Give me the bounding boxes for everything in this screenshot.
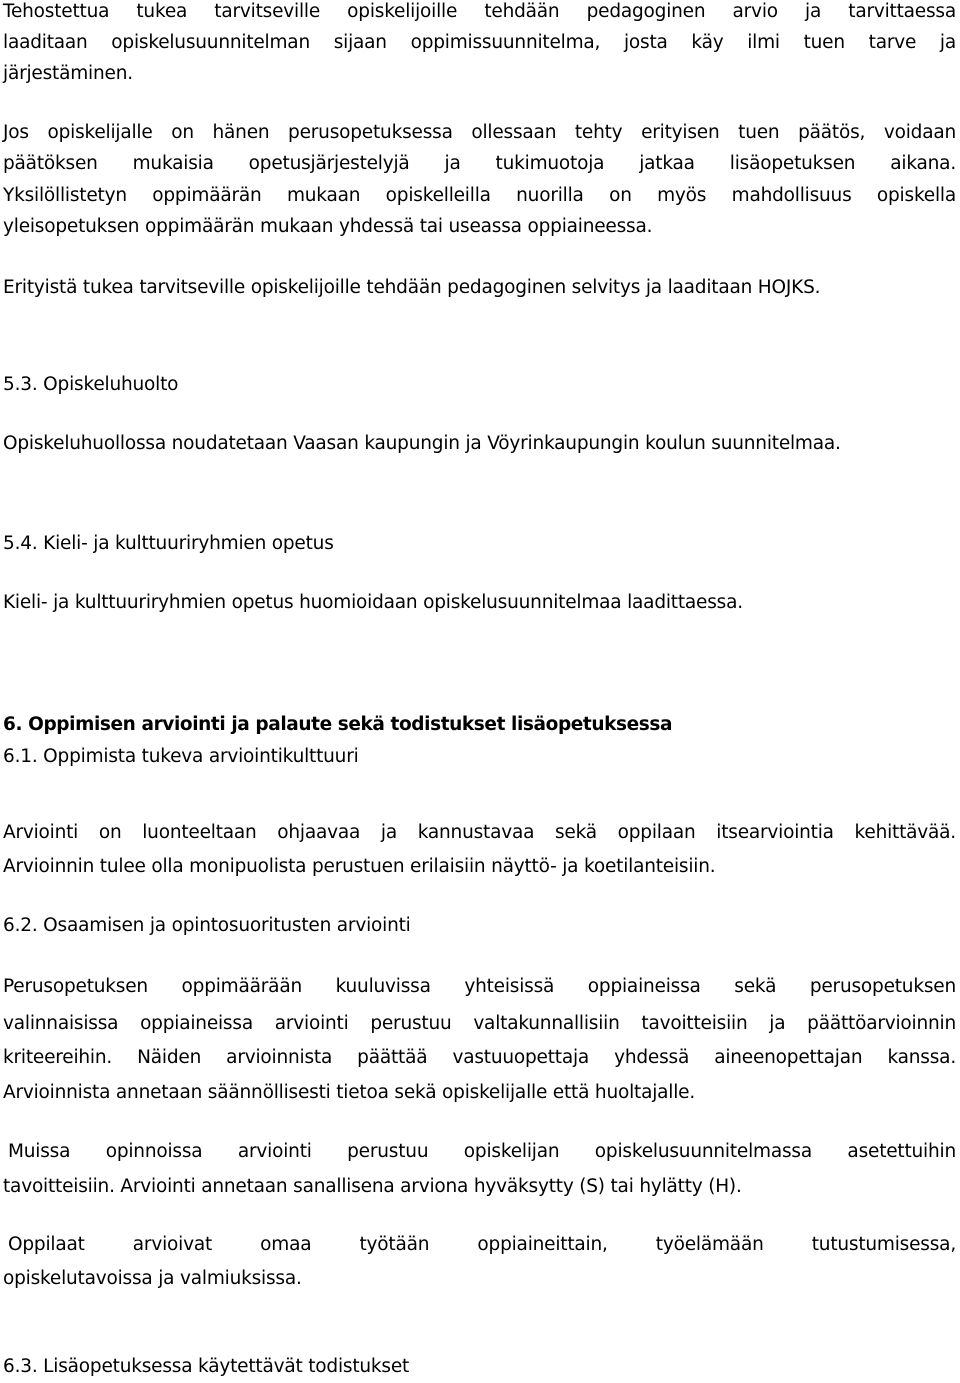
- paragraph-line: Erityistä tukea tarvitseville opiskelijoille tehdään pedagoginen selvitys ja laaditaan HOJKS.: [3, 277, 821, 298]
- section-heading: 5.3. Opiskeluhuolto: [3, 374, 179, 395]
- paragraph-line: Kieli- ja kulttuuriryhmien opetus huomioidaan opiskelusuunnitelmaa laadittaessa.: [3, 592, 743, 613]
- paragraph-line: Muissa opinnoissa arviointi perustuu opiskelijan opiskelusuunnitelmassa asetettuihin: [8, 1141, 956, 1162]
- paragraph-line: yleisopetuksen oppimäärän mukaan yhdessä tai useassa oppiaineessa.: [3, 216, 653, 237]
- section-heading: 6.1. Oppimista tukeva arviointikulttuuri: [3, 746, 359, 767]
- paragraph-line: Arviointi on luonteeltaan ohjaavaa ja kannustavaa sekä oppilaan itsearviointia kehittävää.: [3, 822, 956, 843]
- paragraph-line: Tehostettua tukea tarvitseville opiskelijoille tehdään pedagoginen arvio ja tarvittaessa: [3, 1, 956, 22]
- paragraph-line: Jos opiskelijalle on hänen perusopetuksessa ollessaan tehty erityisen tuen päätös, voidaan: [3, 122, 956, 143]
- paragraph-line: järjestäminen.: [3, 63, 133, 84]
- paragraph-line: Perusopetuksen oppimäärään kuuluvissa yhteisissä oppiaineissa sekä perusopetuksen: [3, 976, 956, 997]
- paragraph-line: opiskelutavoissa ja valmiuksissa.: [3, 1268, 302, 1289]
- section-heading: 5.4. Kieli- ja kulttuuriryhmien opetus: [3, 533, 334, 554]
- paragraph-line: kriteereihin. Näiden arvioinnista päättää vastuuopettaja yhdessä aineenopettajan kanssa.: [3, 1047, 956, 1068]
- paragraph-line: päätöksen mukaisia opetusjärjestelyjä ja tukimuotoja jatkaa lisäopetuksen aikana.: [3, 153, 956, 174]
- chapter-heading: 6. Oppimisen arviointi ja palaute sekä todistukset lisäopetuksessa: [3, 714, 673, 735]
- paragraph-line: Opiskeluhuollossa noudatetaan Vaasan kaupungin ja Vöyrinkaupungin koulun suunnitelmaa.: [3, 433, 841, 454]
- paragraph-line: valinnaisissa oppiaineissa arviointi perustuu valtakunnallisiin tavoitteisiin ja päättöarvioinnin: [3, 1013, 956, 1034]
- paragraph-line: laaditaan opiskelusuunnitelman sijaan oppimissuunnitelma, josta käy ilmi tuen tarve ja: [3, 32, 956, 53]
- section-heading: 6.3. Lisäopetuksessa käytettävät todistukset: [3, 1356, 410, 1377]
- paragraph-line: Arvioinnin tulee olla monipuolista perustuen erilaisiin näyttö- ja koetilanteisiin.: [3, 856, 716, 877]
- paragraph-line: tavoitteisiin. Arviointi annetaan sanallisena arviona hyväksytty (S) tai hylätty (H).: [3, 1176, 742, 1197]
- paragraph-line: Yksilöllistetyn oppimäärän mukaan opiskelleilla nuorilla on myös mahdollisuus opiskella: [3, 185, 956, 206]
- paragraph-line: Arvioinnista annetaan säännöllisesti tietoa sekä opiskelijalle että huoltajalle.: [3, 1082, 696, 1103]
- paragraph-line: Oppilaat arvioivat omaa työtään oppiaineittain, työelämään tutustumisessa,: [8, 1234, 956, 1255]
- section-heading: 6.2. Osaamisen ja opintosuoritusten arviointi: [3, 915, 411, 936]
